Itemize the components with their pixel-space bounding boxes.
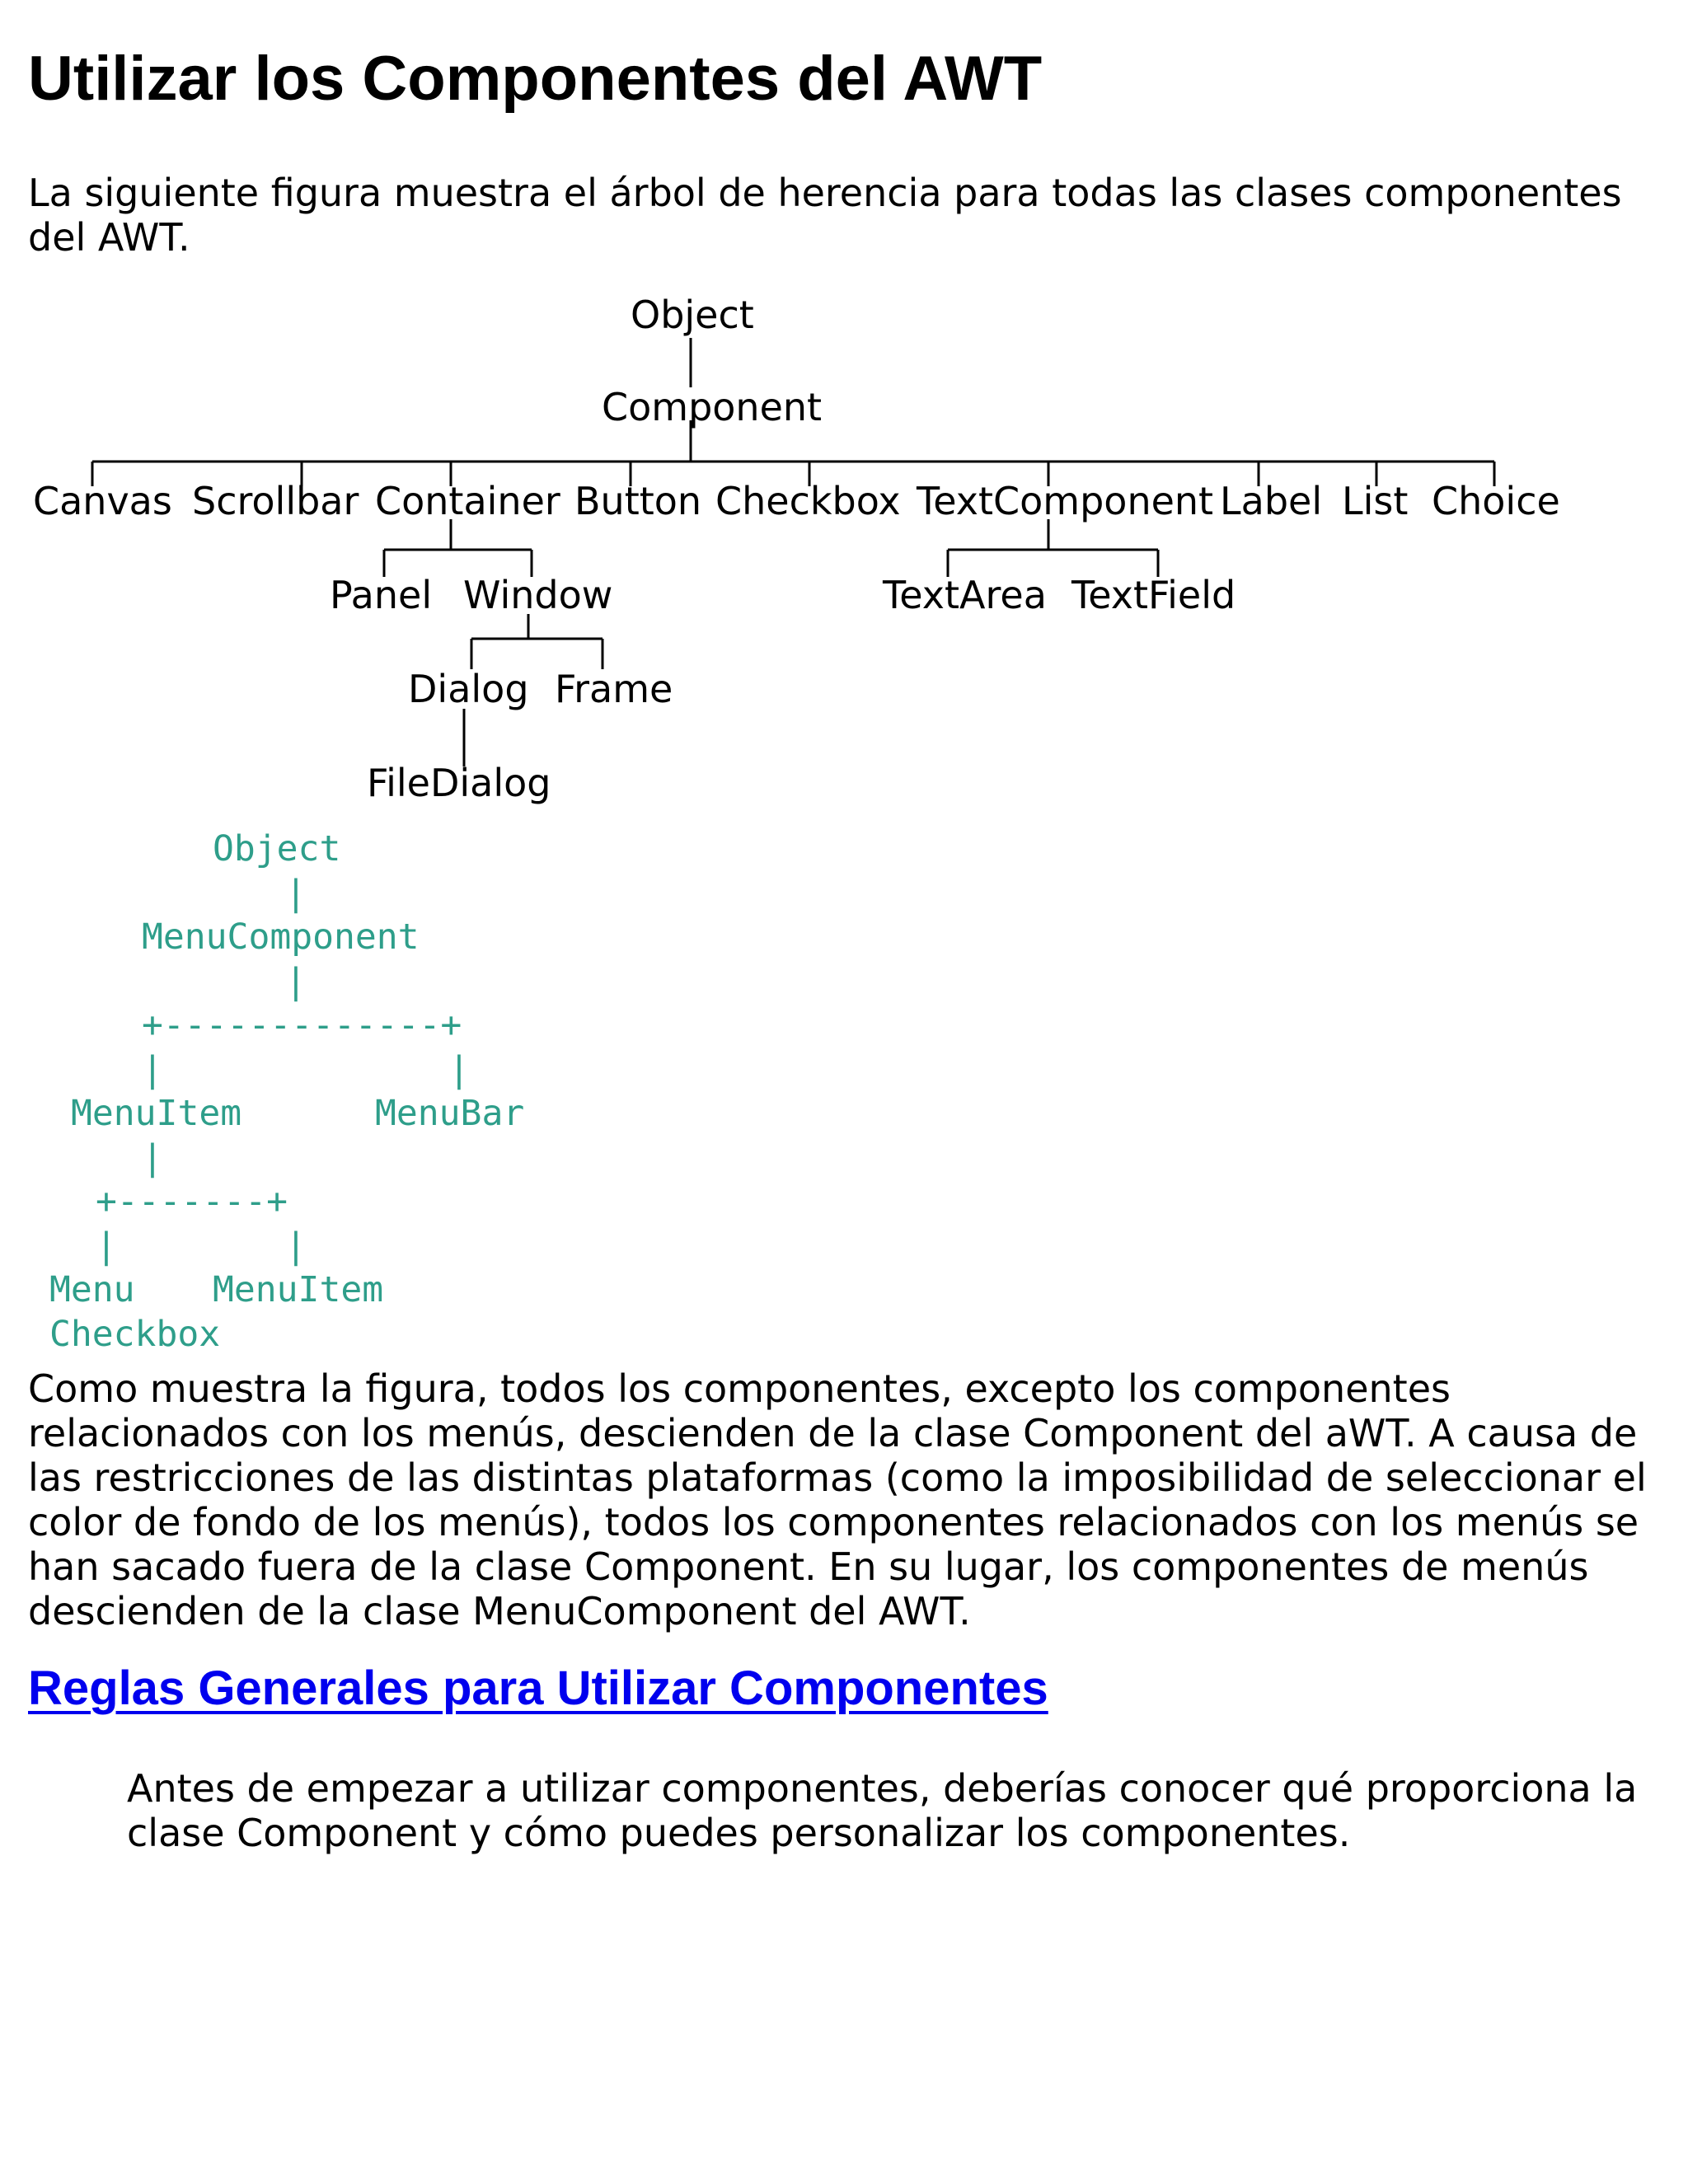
tree-node-canvas: Canvas	[33, 479, 172, 523]
tree-node-textarea: TextArea	[883, 573, 1047, 617]
tree-node-filedialog: FileDialog	[367, 761, 551, 805]
tree-node-checkbox: Checkbox	[715, 479, 901, 523]
tree-node-window: Window	[463, 573, 613, 617]
component-inheritance-diagram	[0, 0, 1688, 824]
page-title: Utilizar los Componentes del AWT	[28, 44, 1043, 114]
tree-node-panel: Panel	[330, 573, 433, 617]
tree-node-button: Button	[574, 479, 702, 523]
menu-tree-menu: Menu	[49, 1269, 135, 1310]
tree-node-component: Component	[602, 385, 823, 429]
menu-tree-pipe: |	[285, 1226, 307, 1267]
menu-tree-menuitem: MenuItem	[71, 1093, 242, 1134]
menu-tree-connector: +-------+	[96, 1181, 288, 1222]
tree-node-textfield: TextField	[1071, 573, 1236, 617]
body-paragraph: Como muestra la figura, todos los componentes, excepto los componentes relacionados con los menús, descienden de la clase Component del aWT. A causa de las restricciones de las distintas plataformas (como la imposibilidad de seleccionar el color de fondo de los menús), todos los componentes relacionados con los menús se han sacado fuera de la clase Component. En su lugar, los componentes de menús descienden de la clase MenuComponent del AWT.	[28, 1366, 1647, 1633]
tree-node-textcomponent: TextComponent	[917, 479, 1214, 523]
menu-tree-checkbox: Checkbox	[49, 1314, 221, 1355]
menu-tree-pipe: |	[285, 873, 307, 914]
section-link-reglas-generales[interactable]: Reglas Generales para Utilizar Componentes	[28, 1661, 1048, 1715]
tree-node-scrollbar: Scrollbar	[192, 479, 359, 523]
menu-tree-pipe: |	[142, 1137, 163, 1179]
menu-tree-menubar: MenuBar	[375, 1093, 525, 1134]
tree-node-object: Object	[631, 293, 754, 337]
menu-tree-pipe: |	[448, 1049, 470, 1090]
menu-tree-object: Object	[213, 828, 341, 869]
tree-node-dialog: Dialog	[408, 667, 529, 711]
menu-tree-menuitem: MenuItem	[213, 1269, 384, 1310]
tree-node-choice: Choice	[1432, 479, 1560, 523]
section-paragraph: Antes de empezar a utilizar componentes, deberías conocer qué proporciona la clase Component y cómo puedes personalizar los componentes.	[127, 1766, 1638, 1855]
menu-tree-menucomponent: MenuComponent	[142, 916, 420, 958]
menu-tree-connector: +-------------+	[142, 1005, 462, 1046]
tree-node-container: Container	[375, 479, 560, 523]
tree-node-label: Label	[1220, 479, 1323, 523]
intro-paragraph: La siguiente figura muestra el árbol de herencia para todas las clases componentes del AWT.	[28, 171, 1622, 260]
menu-tree-pipe: |	[96, 1226, 117, 1267]
menu-tree-pipe: |	[142, 1049, 163, 1090]
tree-node-frame: Frame	[555, 667, 673, 711]
menu-tree-pipe: |	[285, 961, 307, 1002]
tree-node-list: List	[1342, 479, 1409, 523]
